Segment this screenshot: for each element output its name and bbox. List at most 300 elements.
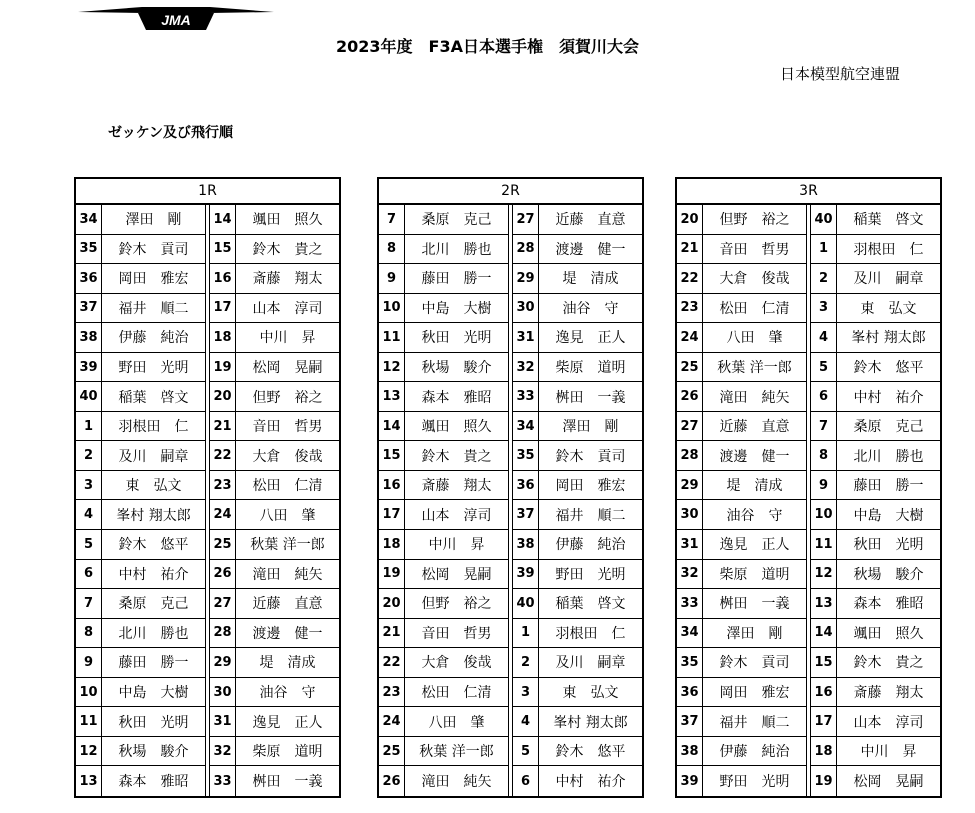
pilot-name: 野田 光明 xyxy=(719,774,790,791)
order-row xyxy=(513,353,642,383)
order-row xyxy=(210,737,339,767)
order-row xyxy=(811,589,940,619)
pilot-name: 峯村 翔太郎 xyxy=(553,714,628,731)
order-row xyxy=(513,294,642,324)
pilot-name: 及川 嗣章 xyxy=(555,655,626,672)
bib-number: 5 xyxy=(811,353,837,382)
order-row xyxy=(811,323,940,353)
bib-number: 8 xyxy=(379,235,405,264)
bib-number: 6 xyxy=(513,766,539,796)
bib-number: 31 xyxy=(513,323,539,352)
round-header: 1R xyxy=(76,179,339,205)
order-row xyxy=(210,619,339,649)
pilot-name: 山本 淳司 xyxy=(421,507,492,524)
pilot-name: 近藤 直意 xyxy=(719,419,790,436)
order-row xyxy=(513,205,642,235)
order-row xyxy=(379,382,508,412)
pilot-name: 秋田 光明 xyxy=(118,714,189,731)
bib-number: 27 xyxy=(513,205,539,234)
order-row xyxy=(210,412,339,442)
order-row xyxy=(76,323,205,353)
pilot-name: 秋田 光明 xyxy=(421,330,492,347)
pilot-name: 桑原 克己 xyxy=(421,212,492,229)
order-row xyxy=(811,707,940,737)
order-row xyxy=(513,648,642,678)
pilot-name: 八田 肇 xyxy=(428,714,485,731)
pilot-name: 堤 清成 xyxy=(562,271,619,288)
pilot-name: 東 弘文 xyxy=(562,685,619,702)
order-row xyxy=(677,264,806,294)
bib-number: 39 xyxy=(677,766,703,796)
bib-number: 6 xyxy=(811,382,837,411)
order-row xyxy=(76,441,205,471)
bib-number: 40 xyxy=(513,589,539,618)
pilot-name: 滝田 純矢 xyxy=(719,389,790,406)
pilot-name: 中島 大樹 xyxy=(421,300,492,317)
bib-number: 19 xyxy=(379,560,405,589)
pilot-name: 東 弘文 xyxy=(125,478,182,495)
bib-number: 30 xyxy=(513,294,539,323)
pilot-name: 滝田 純矢 xyxy=(421,774,492,791)
pilot-name: 福井 順二 xyxy=(118,300,189,317)
order-row xyxy=(513,382,642,412)
bib-number: 20 xyxy=(210,382,236,411)
bib-number: 24 xyxy=(677,323,703,352)
order-row xyxy=(513,471,642,501)
order-row xyxy=(379,737,508,767)
pilot-name: 羽根田 仁 xyxy=(853,241,924,258)
order-row xyxy=(677,294,806,324)
bib-number: 35 xyxy=(513,441,539,470)
order-row xyxy=(76,707,205,737)
order-row xyxy=(76,589,205,619)
pilot-name: 八田 肇 xyxy=(259,507,316,524)
pilot-name: 藤田 勝一 xyxy=(421,271,492,288)
order-row xyxy=(210,353,339,383)
pilot-name: 斎藤 翔太 xyxy=(252,271,323,288)
order-row xyxy=(76,737,205,767)
bib-number: 32 xyxy=(210,737,236,766)
bib-number: 38 xyxy=(513,530,539,559)
pilot-name: 中島 大樹 xyxy=(118,685,189,702)
round-columns xyxy=(76,205,339,796)
bib-number: 22 xyxy=(210,441,236,470)
order-row xyxy=(76,353,205,383)
pilot-name: 大倉 俊哉 xyxy=(719,271,790,288)
pilot-name: 澤田 剛 xyxy=(562,419,619,436)
order-row xyxy=(811,264,940,294)
order-row xyxy=(379,589,508,619)
order-row xyxy=(811,648,940,678)
pilot-name: 岡田 雅宏 xyxy=(555,478,626,495)
bib-number: 35 xyxy=(76,235,102,264)
pilot-name: 渡邊 健一 xyxy=(719,448,790,465)
order-row xyxy=(210,766,339,796)
order-row xyxy=(210,500,339,530)
order-row xyxy=(210,530,339,560)
pilot-name: 中川 昇 xyxy=(428,537,485,554)
order-row xyxy=(677,412,806,442)
order-row xyxy=(513,412,642,442)
bib-number: 35 xyxy=(677,648,703,677)
order-row xyxy=(677,323,806,353)
bib-number: 37 xyxy=(677,707,703,736)
order-row xyxy=(379,648,508,678)
bib-number: 21 xyxy=(379,619,405,648)
bib-number: 38 xyxy=(677,737,703,766)
bib-number: 4 xyxy=(76,500,102,529)
pilot-name: 森本 雅昭 xyxy=(421,389,492,406)
bib-number: 14 xyxy=(811,619,837,648)
pilot-name: 颯田 照久 xyxy=(853,625,924,642)
bib-number: 7 xyxy=(379,205,405,234)
pilot-name: 澤田 剛 xyxy=(125,212,182,229)
bib-number: 3 xyxy=(513,678,539,707)
bib-number: 28 xyxy=(513,235,539,264)
pilot-name: 松岡 晃嗣 xyxy=(853,774,924,791)
pilot-name: 桑原 克己 xyxy=(853,419,924,436)
order-row xyxy=(677,471,806,501)
order-row xyxy=(513,560,642,590)
pilot-name: 羽根田 仁 xyxy=(555,625,626,642)
bib-number: 8 xyxy=(76,619,102,648)
order-row xyxy=(677,737,806,767)
bib-number: 5 xyxy=(513,737,539,766)
order-row xyxy=(76,205,205,235)
order-row xyxy=(811,530,940,560)
bib-number: 14 xyxy=(210,205,236,234)
bib-number: 31 xyxy=(210,707,236,736)
pilot-name: 森本 雅昭 xyxy=(853,596,924,613)
bib-number: 23 xyxy=(210,471,236,500)
bib-number: 2 xyxy=(811,264,837,293)
order-row xyxy=(513,441,642,471)
order-row xyxy=(379,264,508,294)
pilot-name: 松岡 晃嗣 xyxy=(421,566,492,583)
bib-number: 10 xyxy=(76,678,102,707)
pilot-name: 鈴木 悠平 xyxy=(118,537,189,554)
bib-number: 4 xyxy=(811,323,837,352)
pilot-name: 鈴木 悠平 xyxy=(555,744,626,761)
pilot-name: 颯田 照久 xyxy=(252,212,323,229)
order-row xyxy=(76,500,205,530)
bib-number: 24 xyxy=(379,707,405,736)
order-row xyxy=(379,500,508,530)
bib-number: 17 xyxy=(811,707,837,736)
bib-number: 25 xyxy=(677,353,703,382)
pilot-name: 中村 祐介 xyxy=(118,566,189,583)
pilot-name: 音田 哲男 xyxy=(421,625,492,642)
order-row xyxy=(811,500,940,530)
pilot-name: 福井 順二 xyxy=(719,714,790,731)
bib-number: 30 xyxy=(677,500,703,529)
pilot-name: 及川 嗣章 xyxy=(118,448,189,465)
pilot-name: 中島 大樹 xyxy=(853,507,924,524)
pilot-name: 但野 裕之 xyxy=(719,212,790,229)
round-table-1r xyxy=(74,177,341,798)
pilot-name: 岡田 雅宏 xyxy=(719,685,790,702)
bib-number: 1 xyxy=(811,235,837,264)
bib-number: 33 xyxy=(677,589,703,618)
pilot-name: 音田 哲男 xyxy=(252,419,323,436)
pilot-name: 堤 清成 xyxy=(259,655,316,672)
bib-number: 33 xyxy=(210,766,236,796)
pilot-name: 柴原 道明 xyxy=(252,744,323,761)
bib-number: 9 xyxy=(379,264,405,293)
bib-number: 36 xyxy=(76,264,102,293)
pilot-name: 秋場 駿介 xyxy=(853,566,924,583)
round-table-2r xyxy=(377,177,644,798)
pilot-name: 秋葉 洋一郎 xyxy=(717,360,792,376)
bib-number: 38 xyxy=(76,323,102,352)
pilot-name: 鈴木 貢司 xyxy=(719,655,790,672)
round-columns xyxy=(379,205,642,796)
order-row xyxy=(76,678,205,708)
bib-number: 36 xyxy=(513,471,539,500)
pilot-name: 峯村 翔太郎 xyxy=(116,507,191,524)
order-row xyxy=(513,323,642,353)
pilot-name: 山本 淳司 xyxy=(252,300,323,317)
order-row xyxy=(811,619,940,649)
order-row xyxy=(513,766,642,796)
order-row xyxy=(210,589,339,619)
bib-number: 18 xyxy=(811,737,837,766)
pilot-name: 中村 祐介 xyxy=(853,389,924,406)
order-row xyxy=(210,648,339,678)
bib-number: 26 xyxy=(379,766,405,796)
order-row xyxy=(210,235,339,265)
pilot-name: 近藤 直意 xyxy=(555,212,626,229)
round-header: 3R xyxy=(677,179,940,205)
order-row xyxy=(513,264,642,294)
bib-number: 7 xyxy=(76,589,102,618)
order-row xyxy=(677,205,806,235)
pilot-name: 逸見 正人 xyxy=(252,714,323,731)
bib-number: 30 xyxy=(210,678,236,707)
order-column-right xyxy=(512,205,642,796)
pilot-name: 岡田 雅宏 xyxy=(118,271,189,288)
order-row xyxy=(210,471,339,501)
order-row xyxy=(811,737,940,767)
order-row xyxy=(76,264,205,294)
bib-number: 13 xyxy=(811,589,837,618)
bib-number: 28 xyxy=(677,441,703,470)
order-row xyxy=(76,530,205,560)
bib-number: 9 xyxy=(76,648,102,677)
bib-number: 25 xyxy=(210,530,236,559)
order-row xyxy=(76,382,205,412)
order-row xyxy=(677,619,806,649)
pilot-name: 颯田 照久 xyxy=(421,419,492,436)
order-row xyxy=(677,648,806,678)
order-row xyxy=(76,766,205,796)
order-row xyxy=(811,471,940,501)
bib-number: 39 xyxy=(513,560,539,589)
pilot-name: 滝田 純矢 xyxy=(252,566,323,583)
pilot-name: 油谷 守 xyxy=(259,685,316,702)
order-row xyxy=(379,323,508,353)
order-row xyxy=(210,205,339,235)
order-row xyxy=(210,323,339,353)
pilot-name: 伊藤 純治 xyxy=(555,537,626,554)
pilot-name: 斎藤 翔太 xyxy=(853,685,924,702)
round-table-3r xyxy=(675,177,942,798)
bib-number: 18 xyxy=(210,323,236,352)
pilot-name: 福井 順二 xyxy=(555,507,626,524)
pilot-name: 峯村 翔太郎 xyxy=(851,330,926,347)
order-row xyxy=(513,619,642,649)
order-row xyxy=(379,560,508,590)
order-row xyxy=(513,235,642,265)
pilot-name: 堤 清成 xyxy=(726,478,783,495)
order-row xyxy=(811,766,940,796)
bib-number: 17 xyxy=(379,500,405,529)
order-row xyxy=(379,235,508,265)
pilot-name: 油谷 守 xyxy=(562,300,619,317)
order-row xyxy=(379,530,508,560)
bib-number: 11 xyxy=(811,530,837,559)
bib-number: 15 xyxy=(379,441,405,470)
bib-number: 39 xyxy=(76,353,102,382)
order-row xyxy=(677,678,806,708)
order-row xyxy=(677,441,806,471)
bib-number: 36 xyxy=(677,678,703,707)
round-columns xyxy=(677,205,940,796)
pilot-name: 稲葉 啓文 xyxy=(853,212,924,229)
order-row xyxy=(210,560,339,590)
order-row xyxy=(76,294,205,324)
order-row xyxy=(513,737,642,767)
bib-number: 4 xyxy=(513,707,539,736)
pilot-name: 渡邊 健一 xyxy=(555,241,626,258)
pilot-name: 柴原 道明 xyxy=(555,360,626,376)
section-heading: ゼッケン及び飛行順 xyxy=(108,125,234,141)
order-row xyxy=(811,560,940,590)
bib-number: 10 xyxy=(379,294,405,323)
pilot-name: 山本 淳司 xyxy=(853,714,924,731)
order-column-left xyxy=(379,205,509,796)
pilot-name: 北川 勝也 xyxy=(853,448,924,465)
pilot-name: 柴原 道明 xyxy=(719,566,790,583)
bib-number: 3 xyxy=(811,294,837,323)
pilot-name: 油谷 守 xyxy=(726,507,783,524)
bib-number: 17 xyxy=(210,294,236,323)
bib-number: 19 xyxy=(811,766,837,796)
order-row xyxy=(210,264,339,294)
order-row xyxy=(513,500,642,530)
bib-number: 2 xyxy=(76,441,102,470)
pilot-name: 但野 裕之 xyxy=(421,596,492,613)
order-row xyxy=(677,500,806,530)
order-column-right xyxy=(810,205,940,796)
order-row xyxy=(677,382,806,412)
bib-number: 37 xyxy=(76,294,102,323)
bib-number: 32 xyxy=(677,560,703,589)
pilot-name: 中川 昇 xyxy=(259,330,316,347)
organization-name: 日本模型航空連盟 xyxy=(780,65,901,83)
order-row xyxy=(677,353,806,383)
order-row xyxy=(811,441,940,471)
bib-number: 21 xyxy=(210,412,236,441)
order-row xyxy=(513,678,642,708)
bib-number: 20 xyxy=(677,205,703,234)
bib-number: 18 xyxy=(379,530,405,559)
bib-number: 21 xyxy=(677,235,703,264)
order-row xyxy=(379,707,508,737)
bib-number: 25 xyxy=(379,737,405,766)
bib-number: 16 xyxy=(379,471,405,500)
pilot-name: 大倉 俊哉 xyxy=(252,448,323,465)
pilot-name: 近藤 直意 xyxy=(252,596,323,613)
order-row xyxy=(379,766,508,796)
pilot-name: 桝田 一義 xyxy=(555,389,626,406)
order-row xyxy=(811,678,940,708)
order-row xyxy=(210,707,339,737)
bib-number: 34 xyxy=(76,205,102,234)
order-row xyxy=(677,560,806,590)
bib-number: 32 xyxy=(513,353,539,382)
pilot-name: 鈴木 悠平 xyxy=(853,360,924,376)
order-row xyxy=(379,678,508,708)
order-row xyxy=(76,619,205,649)
pilot-name: 稲葉 啓文 xyxy=(555,596,626,613)
pilot-name: 逸見 正人 xyxy=(719,537,790,554)
order-row xyxy=(210,382,339,412)
round-header: 2R xyxy=(379,179,642,205)
order-row xyxy=(513,589,642,619)
order-row xyxy=(76,471,205,501)
bib-number: 26 xyxy=(210,560,236,589)
pilot-name: 渡邊 健一 xyxy=(252,625,323,642)
bib-number: 23 xyxy=(379,678,405,707)
pilot-name: 東 弘文 xyxy=(860,300,917,317)
pilot-name: 桝田 一義 xyxy=(252,774,323,791)
order-row xyxy=(811,382,940,412)
order-row xyxy=(811,412,940,442)
bib-number: 12 xyxy=(811,560,837,589)
pilot-name: 鈴木 貴之 xyxy=(252,241,323,258)
bib-number: 20 xyxy=(379,589,405,618)
bib-number: 7 xyxy=(811,412,837,441)
pilot-name: 松田 仁清 xyxy=(252,478,323,495)
order-row xyxy=(210,678,339,708)
bib-number: 12 xyxy=(76,737,102,766)
bib-number: 14 xyxy=(379,412,405,441)
pilot-name: 藤田 勝一 xyxy=(118,655,189,672)
bib-number: 15 xyxy=(811,648,837,677)
pilot-name: 藤田 勝一 xyxy=(853,478,924,495)
order-row xyxy=(210,441,339,471)
pilot-name: 秋田 光明 xyxy=(853,537,924,554)
bib-number: 12 xyxy=(379,353,405,382)
pilot-name: 及川 嗣章 xyxy=(853,271,924,288)
pilot-name: 伊藤 純治 xyxy=(118,330,189,347)
bib-number: 34 xyxy=(677,619,703,648)
order-row xyxy=(379,471,508,501)
pilot-name: 伊藤 純治 xyxy=(719,744,790,761)
bib-number: 9 xyxy=(811,471,837,500)
pilot-name: 秋場 駿介 xyxy=(421,360,492,376)
order-row xyxy=(76,648,205,678)
bib-number: 26 xyxy=(677,382,703,411)
order-row xyxy=(677,530,806,560)
pilot-name: 北川 勝也 xyxy=(118,625,189,642)
bib-number: 11 xyxy=(379,323,405,352)
pilot-name: 澤田 剛 xyxy=(726,625,783,642)
order-row xyxy=(811,353,940,383)
order-row xyxy=(677,589,806,619)
pilot-name: 中村 祐介 xyxy=(555,774,626,791)
